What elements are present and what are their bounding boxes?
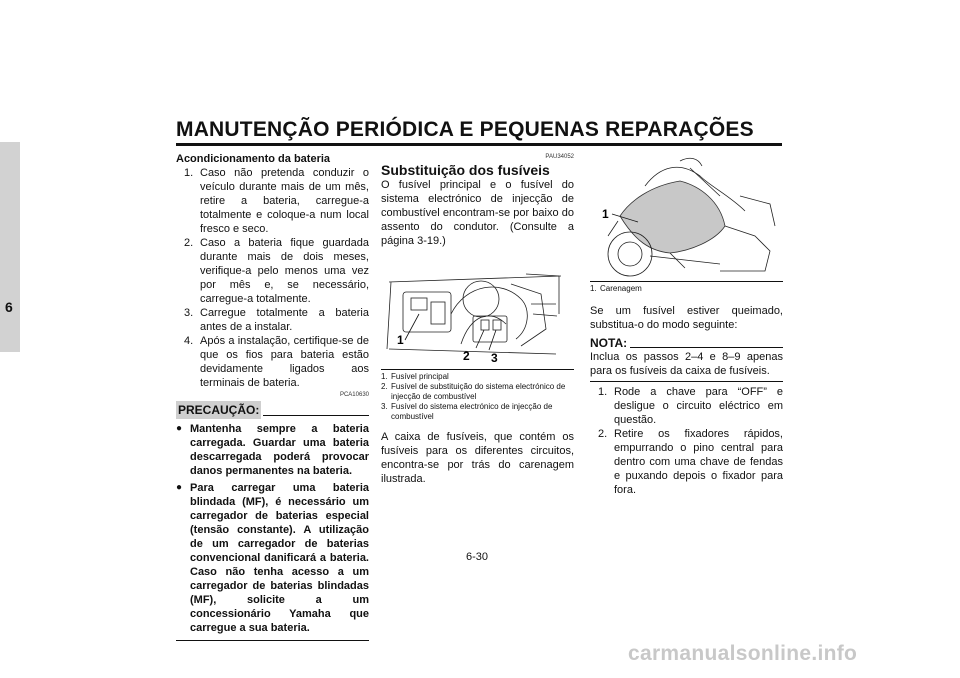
caption-text: Fusível do sistema electrónico de injecção de combustível bbox=[391, 402, 553, 421]
fuse-heading: Substituição dos fusíveis bbox=[381, 162, 550, 178]
motorcycle-drawing bbox=[590, 156, 780, 281]
item-number: 1. bbox=[184, 167, 194, 179]
page-title: MANUTENÇÃO PERIÓDICA E PEQUENAS REPARAÇÕES bbox=[176, 118, 754, 141]
caution-item bbox=[176, 422, 369, 478]
bullet-icon: ● bbox=[176, 482, 183, 493]
item-number: 2. bbox=[184, 237, 194, 249]
section-tab bbox=[0, 142, 20, 352]
list-item bbox=[184, 236, 369, 306]
item-number: 3. bbox=[184, 307, 194, 319]
callout-1: 1 bbox=[397, 333, 404, 347]
item-text: Após a instalação, certifique-se de que os fios para bateria estão devidamente ligados aos terminais de bateria. bbox=[200, 335, 369, 389]
step-number: 1. bbox=[598, 386, 608, 398]
caption-rule bbox=[590, 281, 783, 282]
step-number: 2. bbox=[598, 428, 608, 440]
note-header bbox=[590, 336, 783, 350]
battery-storage-heading: Acondicionamento da bateria bbox=[176, 153, 331, 165]
note-text: Inclua os passos 2–4 e 8–9 apenas para os fusíveis da caixa de fusíveis. bbox=[590, 351, 783, 377]
column-left bbox=[176, 152, 369, 641]
callout-1: 1 bbox=[602, 207, 609, 221]
section-code: PAU34052 bbox=[545, 154, 574, 160]
motorcycle-illustration bbox=[590, 156, 780, 281]
item-text: Caso não pretenda conduzir o veículo durante mais de um mês, retire a bateria, carregue-a totalmente e coloque-a num local fresco e seco. bbox=[200, 167, 369, 235]
caution-text: Mantenha sempre a bateria carregada. Guardar uma bateria descarregada poderá provocar danos permanentes na bateria. bbox=[190, 423, 369, 477]
title-rule bbox=[176, 143, 782, 146]
list-item bbox=[184, 166, 369, 236]
callout-2: 2 bbox=[463, 349, 470, 363]
caption-number: 1. bbox=[381, 372, 388, 381]
step-text: Retire os fixadores rápidos, empurrando o pino central para dentro com uma chave de fendas e puxando depois o fixador para fora. bbox=[614, 428, 783, 496]
caption-rule bbox=[381, 369, 574, 370]
note-rule bbox=[630, 347, 783, 348]
caution-end-rule bbox=[176, 640, 369, 641]
item-text: Carregue totalmente a bateria antes de a instalar. bbox=[200, 307, 369, 333]
figure-caption bbox=[381, 382, 574, 402]
fuse-body: A caixa de fusíveis, que contém os fusíveis para os diferentes circuitos, encontra-se por trás do carenagem ilustrada. bbox=[381, 431, 574, 485]
fuse-drawing bbox=[381, 254, 571, 367]
caption-number: 2. bbox=[381, 382, 388, 391]
caution-header bbox=[176, 401, 369, 419]
figure-caption bbox=[381, 402, 574, 422]
caution-label: PRECAUÇÃO: bbox=[178, 403, 260, 417]
caution-text: Para carregar uma bateria blindada (MF), é necessário um carregador de baterias especial (tensão constante). A utilização de um carregador de baterias convencional danificará a bateria. Caso não tenha acesso a um carregador de baterias blindadas (MF), solicite a um concessionário Yamaha que carregue a sua bateria. bbox=[190, 482, 369, 634]
caption-text: Carenagem bbox=[600, 284, 642, 293]
note-end-rule bbox=[590, 381, 783, 382]
step-item bbox=[598, 427, 783, 497]
page-number: 6-30 bbox=[466, 551, 489, 563]
caution-rule bbox=[263, 415, 369, 416]
bullet-icon: ● bbox=[176, 423, 183, 434]
list-item bbox=[184, 306, 369, 334]
step-text: Rode a chave para “OFF” e desligue o circuito eléctrico em questão. bbox=[614, 386, 783, 426]
item-text: Caso a bateria fique guardada durante mais de dois meses, verifique-a pelo menos uma vez por mês e, se necessário, carregue-a totalmente. bbox=[200, 237, 369, 305]
column-right bbox=[590, 152, 783, 497]
watermark: carmanualsonline.info bbox=[628, 642, 858, 665]
caption-text: Fusível principal bbox=[391, 372, 449, 381]
section-tab-number: 6 bbox=[5, 299, 13, 315]
figure-caption bbox=[590, 284, 783, 294]
note-label: NOTA: bbox=[590, 336, 628, 350]
caption-number: 3. bbox=[381, 402, 388, 411]
caution-item bbox=[176, 481, 369, 635]
fuse-box-illustration bbox=[381, 254, 571, 367]
caution-code: PCA10630 bbox=[339, 392, 369, 398]
fuse-intro: O fusível principal e o fusível do sistema electrónico de injecção de combustível encontram-se por baixo do assento do condutor. (Consulte a página 3-19.) bbox=[381, 179, 574, 247]
item-number: 4. bbox=[184, 335, 194, 347]
callout-3: 3 bbox=[491, 351, 498, 365]
figure-caption bbox=[381, 372, 574, 382]
column-middle bbox=[381, 152, 574, 486]
replace-intro: Se um fusível estiver queimado, substitua-o do modo seguinte: bbox=[590, 305, 783, 331]
caption-text: Fusível de substituição do sistema electrónico de injecção de combustível bbox=[391, 382, 566, 401]
step-item bbox=[598, 385, 783, 427]
caption-number: 1. bbox=[590, 284, 597, 293]
list-item bbox=[184, 334, 369, 390]
